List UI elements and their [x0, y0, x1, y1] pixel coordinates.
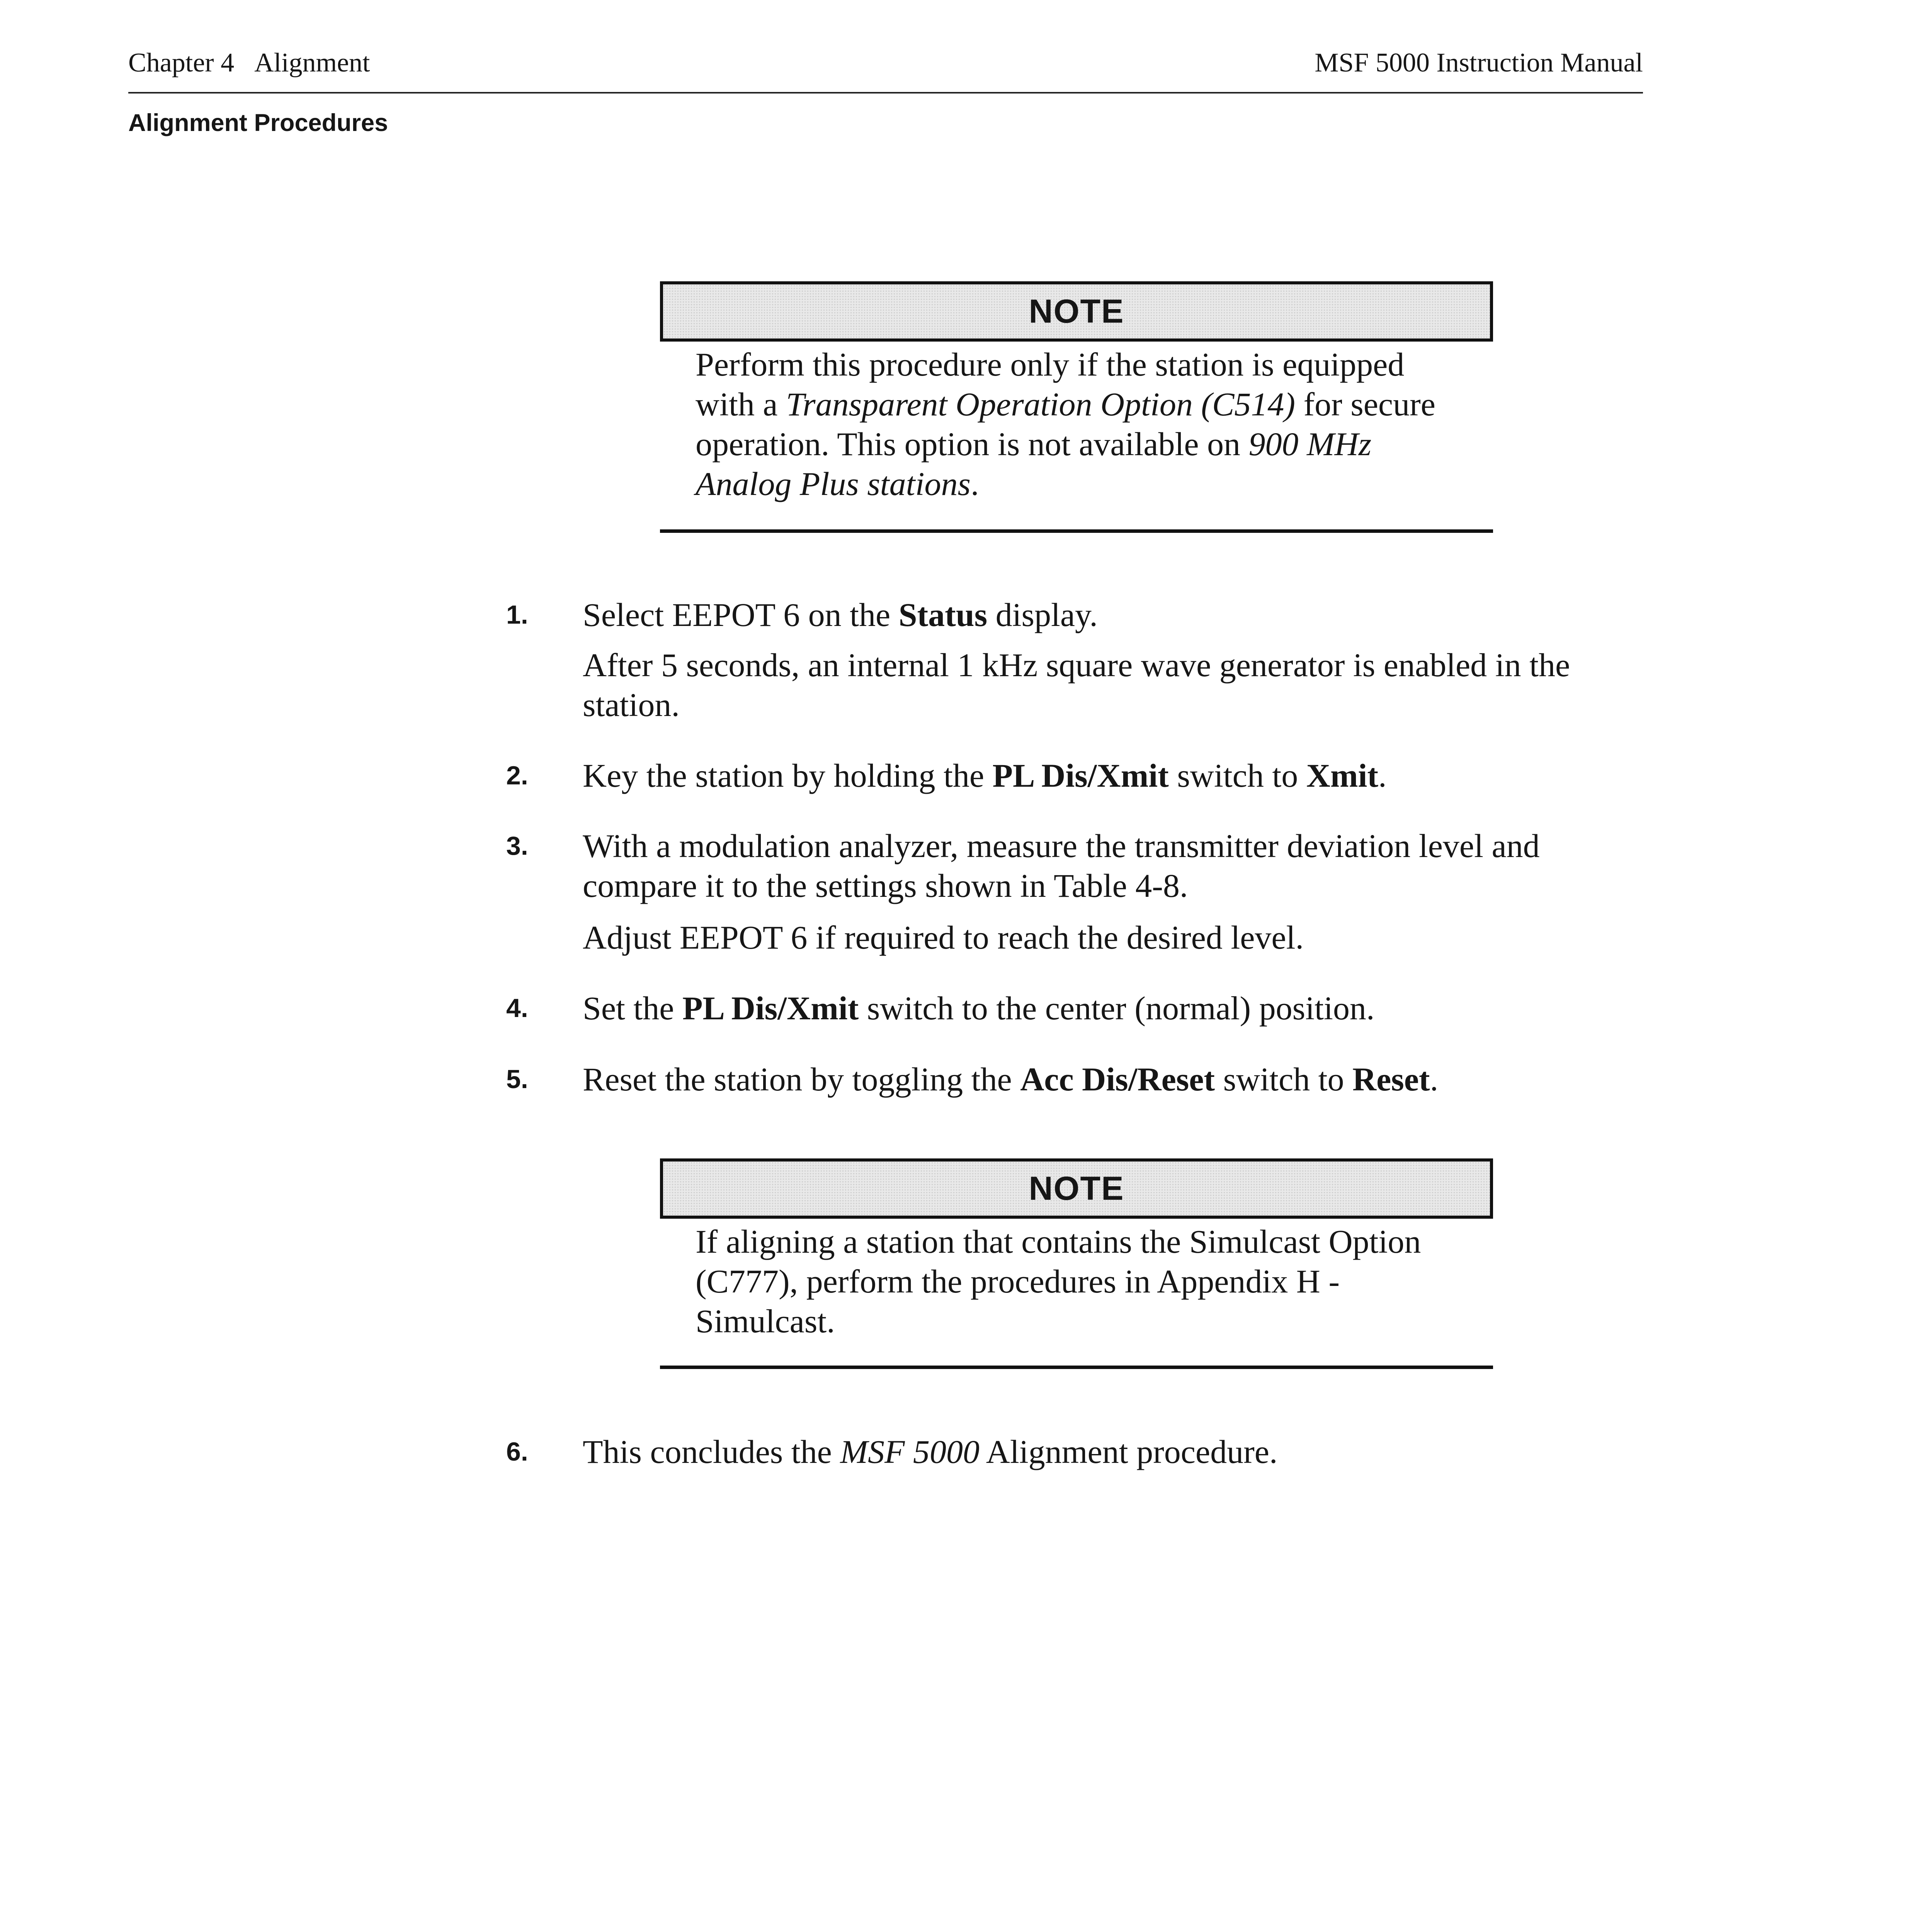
note-end-rule: [660, 529, 1493, 533]
running-header-chapter: [128, 46, 370, 80]
manual-title: MSF 5000 Instruction Manual: [1315, 48, 1643, 78]
step-text: With a modulation analyzer, measure the transmitter deviation level and compare it to the settings shown in Table 4-8.: [583, 827, 1540, 904]
section-title: Alignment Procedures: [128, 109, 388, 136]
step-text: Select EEPOT 6 on the Status display.: [583, 596, 1098, 633]
note-label-bar: NOTE: [660, 1158, 1493, 1219]
step-text: Reset the station by toggling the Acc Dis/Reset switch to Reset.: [583, 1061, 1439, 1098]
step-detail: After 5 seconds, an internal 1 kHz square wave generator is enabled in the station.: [583, 646, 1570, 723]
header-divider: [128, 92, 1643, 94]
note-end-rule: [660, 1366, 1493, 1369]
note-text: Perform this procedure only if the station is equipped with a Transparent Operation Option (C514) for secure operation. This option is not available on 900 MHz Analog Plus stations.: [696, 346, 1435, 502]
step-number: 3.: [506, 831, 528, 861]
step-number: 5.: [506, 1065, 528, 1094]
note-label-bar: NOTE: [660, 281, 1493, 342]
step-number: 2.: [506, 761, 528, 790]
step-number: 6.: [506, 1437, 528, 1466]
step-detail: Adjust EEPOT 6 if required to reach the desired level.: [583, 919, 1304, 956]
chapter-title: Alignment: [254, 48, 370, 78]
step-number: 4.: [506, 993, 528, 1023]
note-text: If aligning a station that contains the Simulcast Option (C777), perform the procedures in Appendix H - Simulcast.: [696, 1223, 1421, 1340]
step-text: Key the station by holding the PL Dis/Xmit switch to Xmit.: [583, 757, 1387, 794]
chapter-number: Chapter 4: [128, 48, 235, 78]
step-text: This concludes the MSF 5000 Alignment procedure.: [583, 1433, 1278, 1470]
step-text: Set the PL Dis/Xmit switch to the center (normal) position.: [583, 990, 1375, 1027]
step-number: 1.: [506, 600, 528, 629]
